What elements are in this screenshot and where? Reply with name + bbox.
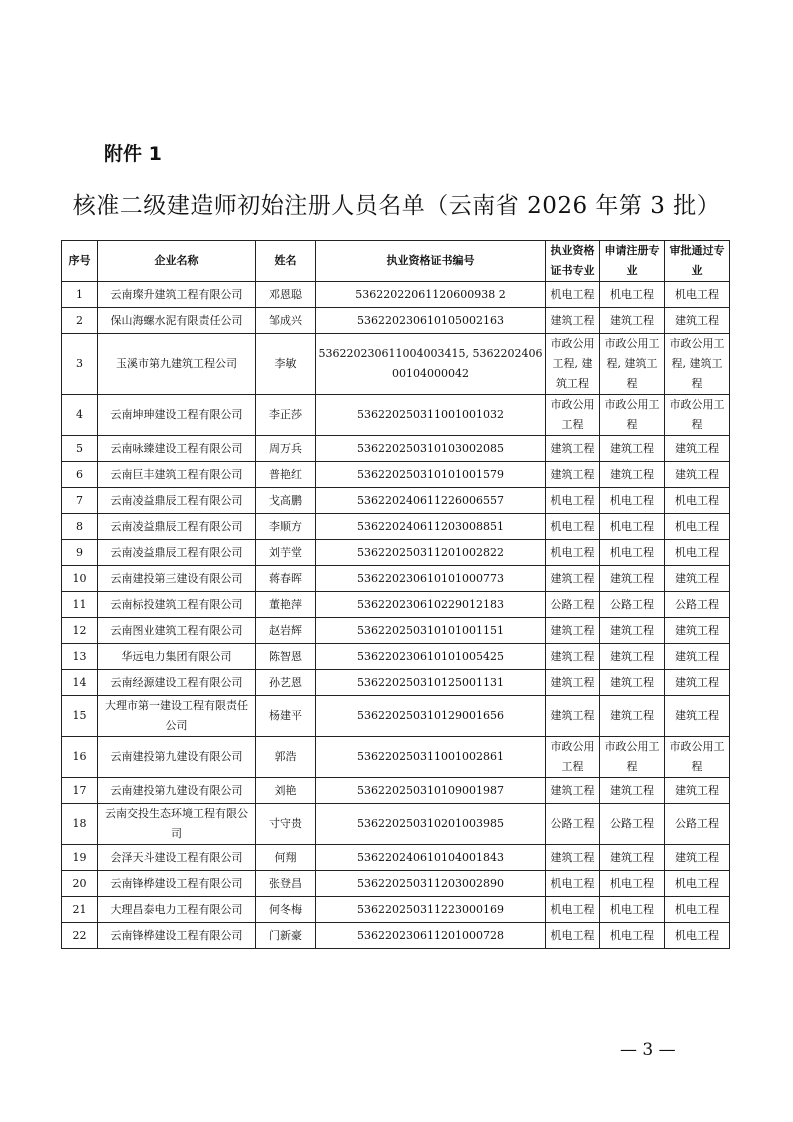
- cell-company: 云南璨升建筑工程有限公司: [98, 282, 256, 308]
- cell-applied-specialty: 机电工程: [600, 514, 665, 540]
- cell-name: 刘芋堂: [256, 540, 316, 566]
- registration-table: [61, 240, 730, 949]
- table-row: [62, 871, 730, 897]
- cell-applied-specialty: 市政公用工程, 建筑工程: [600, 334, 665, 395]
- cell-certificate-specialty: 公路工程: [546, 592, 600, 618]
- cell-certificate-number: 536220230610101005425: [316, 644, 546, 670]
- table-row: [62, 462, 730, 488]
- cell-applied-specialty: 机电工程: [600, 282, 665, 308]
- table-row: [62, 566, 730, 592]
- cell-company: 云南建投第九建设有限公司: [98, 737, 256, 778]
- cell-name: 寸守贵: [256, 804, 316, 845]
- cell-applied-specialty: 建筑工程: [600, 644, 665, 670]
- cell-applied-specialty: 机电工程: [600, 488, 665, 514]
- cell-applied-specialty: 建筑工程: [600, 670, 665, 696]
- cell-name: 李正莎: [256, 395, 316, 436]
- table-row: [62, 592, 730, 618]
- cell-applied-specialty: 公路工程: [600, 592, 665, 618]
- cell-certificate-specialty: 建筑工程: [546, 670, 600, 696]
- cell-name: 邹成兴: [256, 308, 316, 334]
- cell-certificate-specialty: 公路工程: [546, 804, 600, 845]
- cell-approved-specialty: 公路工程: [665, 592, 730, 618]
- cell-company: 保山海螺水泥有限责任公司: [98, 308, 256, 334]
- cell-company: 云南巨丰建筑工程有限公司: [98, 462, 256, 488]
- table-row: [62, 395, 730, 436]
- cell-approved-specialty: 建筑工程: [665, 618, 730, 644]
- cell-applied-specialty: 建筑工程: [600, 618, 665, 644]
- table-row: [62, 778, 730, 804]
- cell-approved-specialty: 建筑工程: [665, 644, 730, 670]
- cell-index: 16: [62, 737, 98, 778]
- cell-company: 云南咏臻建设工程有限公司: [98, 436, 256, 462]
- attachment-label: 附件 1: [104, 143, 162, 165]
- cell-approved-specialty: 机电工程: [665, 897, 730, 923]
- cell-index: 2: [62, 308, 98, 334]
- cell-company: 云南经源建设工程有限公司: [98, 670, 256, 696]
- table-row: [62, 670, 730, 696]
- cell-certificate-specialty: 建筑工程: [546, 566, 600, 592]
- cell-index: 15: [62, 696, 98, 737]
- cell-certificate-number: 536220250310103002085: [316, 436, 546, 462]
- table-row: [62, 488, 730, 514]
- cell-applied-specialty: 建筑工程: [600, 566, 665, 592]
- cell-applied-specialty: 建筑工程: [600, 462, 665, 488]
- header-certificate-specialty: 执业资格证书专业: [546, 241, 600, 282]
- cell-certificate-number: 536220250310125001131: [316, 670, 546, 696]
- cell-certificate-number: 536220250311203002890: [316, 871, 546, 897]
- cell-index: 19: [62, 845, 98, 871]
- cell-applied-specialty: 机电工程: [600, 871, 665, 897]
- cell-index: 10: [62, 566, 98, 592]
- cell-certificate-specialty: 市政公用工程, 建筑工程: [546, 334, 600, 395]
- cell-company: 云南建投第三建设有限公司: [98, 566, 256, 592]
- cell-certificate-specialty: 机电工程: [546, 923, 600, 949]
- cell-certificate-number: 536220250310129001656: [316, 696, 546, 737]
- cell-name: 蒋春晖: [256, 566, 316, 592]
- cell-company: 云南凌益鼎辰工程有限公司: [98, 514, 256, 540]
- cell-name: 赵岩辉: [256, 618, 316, 644]
- cell-certificate-number: 536220250311201002822: [316, 540, 546, 566]
- header-approved-specialty: 审批通过专业: [665, 241, 730, 282]
- header-name: 姓名: [256, 241, 316, 282]
- table-row: [62, 845, 730, 871]
- table-row: [62, 436, 730, 462]
- cell-name: 何冬梅: [256, 897, 316, 923]
- cell-certificate-number: 536220250311001001032: [316, 395, 546, 436]
- cell-company: 云南凌益鼎辰工程有限公司: [98, 488, 256, 514]
- cell-certificate-specialty: 机电工程: [546, 488, 600, 514]
- cell-index: 11: [62, 592, 98, 618]
- cell-certificate-number: 536220250311223000169: [316, 897, 546, 923]
- cell-approved-specialty: 建筑工程: [665, 845, 730, 871]
- cell-approved-specialty: 机电工程: [665, 540, 730, 566]
- cell-applied-specialty: 建筑工程: [600, 778, 665, 804]
- cell-index: 22: [62, 923, 98, 949]
- cell-certificate-number: 536220250310201003985: [316, 804, 546, 845]
- cell-company: 云南图业建筑工程有限公司: [98, 618, 256, 644]
- cell-approved-specialty: 建筑工程: [665, 566, 730, 592]
- table-row: [62, 540, 730, 566]
- cell-certificate-specialty: 机电工程: [546, 514, 600, 540]
- cell-name: 杨建平: [256, 696, 316, 737]
- cell-certificate-number: 53622022061120600938 2: [316, 282, 546, 308]
- cell-certificate-number: 536220230611201000728: [316, 923, 546, 949]
- cell-certificate-specialty: 机电工程: [546, 897, 600, 923]
- table-row: [62, 308, 730, 334]
- cell-certificate-specialty: 机电工程: [546, 282, 600, 308]
- cell-certificate-number: 536220230610229012183: [316, 592, 546, 618]
- cell-certificate-number: 536220250310101001151: [316, 618, 546, 644]
- cell-approved-specialty: 建筑工程: [665, 462, 730, 488]
- cell-index: 18: [62, 804, 98, 845]
- cell-index: 3: [62, 334, 98, 395]
- cell-certificate-specialty: 机电工程: [546, 871, 600, 897]
- cell-name: 孙艺恩: [256, 670, 316, 696]
- cell-index: 20: [62, 871, 98, 897]
- table-row: [62, 737, 730, 778]
- cell-company: 云南建投第九建设有限公司: [98, 778, 256, 804]
- table-row: [62, 923, 730, 949]
- cell-certificate-specialty: 建筑工程: [546, 778, 600, 804]
- cell-name: 刘艳: [256, 778, 316, 804]
- cell-applied-specialty: 机电工程: [600, 540, 665, 566]
- table-row: [62, 514, 730, 540]
- cell-index: 9: [62, 540, 98, 566]
- cell-name: 陈智恩: [256, 644, 316, 670]
- cell-certificate-number: 536220250311001002861: [316, 737, 546, 778]
- header-index: 序号: [62, 241, 98, 282]
- cell-index: 4: [62, 395, 98, 436]
- cell-applied-specialty: 建筑工程: [600, 696, 665, 737]
- table-row: [62, 897, 730, 923]
- cell-company: 华远电力集团有限公司: [98, 644, 256, 670]
- cell-approved-specialty: 建筑工程: [665, 696, 730, 737]
- cell-applied-specialty: 机电工程: [600, 923, 665, 949]
- cell-certificate-specialty: 机电工程: [546, 540, 600, 566]
- cell-company: 大理市第一建设工程有限责任公司: [98, 696, 256, 737]
- cell-approved-specialty: 机电工程: [665, 871, 730, 897]
- cell-certificate-specialty: 建筑工程: [546, 308, 600, 334]
- table-row: [62, 282, 730, 308]
- cell-certificate-specialty: 市政公用工程: [546, 395, 600, 436]
- cell-approved-specialty: 建筑工程: [665, 778, 730, 804]
- cell-index: 17: [62, 778, 98, 804]
- cell-name: 门新豪: [256, 923, 316, 949]
- cell-certificate-specialty: 建筑工程: [546, 618, 600, 644]
- cell-index: 21: [62, 897, 98, 923]
- cell-index: 14: [62, 670, 98, 696]
- table-row: [62, 644, 730, 670]
- cell-applied-specialty: 建筑工程: [600, 308, 665, 334]
- cell-name: 何翔: [256, 845, 316, 871]
- cell-name: 普艳红: [256, 462, 316, 488]
- table-row: [62, 696, 730, 737]
- cell-company: 云南锋桦建设工程有限公司: [98, 871, 256, 897]
- cell-name: 郭浩: [256, 737, 316, 778]
- cell-index: 1: [62, 282, 98, 308]
- cell-name: 邓恩聪: [256, 282, 316, 308]
- table-row: [62, 334, 730, 395]
- cell-approved-specialty: 市政公用工程, 建筑工程: [665, 334, 730, 395]
- cell-company: 大理昌泰电力工程有限公司: [98, 897, 256, 923]
- cell-approved-specialty: 市政公用工程: [665, 737, 730, 778]
- cell-name: 周万兵: [256, 436, 316, 462]
- cell-applied-specialty: 公路工程: [600, 804, 665, 845]
- cell-name: 戈高鹏: [256, 488, 316, 514]
- cell-approved-specialty: 市政公用工程: [665, 395, 730, 436]
- cell-approved-specialty: 建筑工程: [665, 308, 730, 334]
- table-row: [62, 804, 730, 845]
- cell-certificate-number: 536220250310109001987: [316, 778, 546, 804]
- cell-certificate-number: 536220240611226006557: [316, 488, 546, 514]
- cell-certificate-number: 536220230611004003415, 536220240600104000042: [316, 334, 546, 395]
- cell-name: 李顺方: [256, 514, 316, 540]
- cell-company: 会泽天斗建设工程有限公司: [98, 845, 256, 871]
- cell-certificate-specialty: 建筑工程: [546, 436, 600, 462]
- header-certificate-number: 执业资格证书编号: [316, 241, 546, 282]
- cell-certificate-number: 536220230610105002163: [316, 308, 546, 334]
- cell-approved-specialty: 机电工程: [665, 282, 730, 308]
- cell-index: 5: [62, 436, 98, 462]
- cell-company: 玉溪市第九建筑工程公司: [98, 334, 256, 395]
- cell-certificate-specialty: 市政公用工程: [546, 737, 600, 778]
- cell-applied-specialty: 市政公用工程: [600, 395, 665, 436]
- cell-index: 7: [62, 488, 98, 514]
- cell-company: 云南交投生态环境工程有限公司: [98, 804, 256, 845]
- cell-index: 13: [62, 644, 98, 670]
- header-applied-specialty: 申请注册专业: [600, 241, 665, 282]
- cell-company: 云南锋桦建设工程有限公司: [98, 923, 256, 949]
- cell-company: 云南坤珅建设工程有限公司: [98, 395, 256, 436]
- cell-approved-specialty: 建筑工程: [665, 436, 730, 462]
- cell-certificate-number: 536220240611203008851: [316, 514, 546, 540]
- cell-approved-specialty: 机电工程: [665, 514, 730, 540]
- table-row: [62, 618, 730, 644]
- cell-approved-specialty: 公路工程: [665, 804, 730, 845]
- cell-index: 12: [62, 618, 98, 644]
- cell-name: 董艳萍: [256, 592, 316, 618]
- cell-approved-specialty: 机电工程: [665, 923, 730, 949]
- cell-certificate-number: 536220230610101000773: [316, 566, 546, 592]
- cell-certificate-specialty: 建筑工程: [546, 696, 600, 737]
- cell-certificate-number: 536220240610104001843: [316, 845, 546, 871]
- cell-certificate-specialty: 建筑工程: [546, 845, 600, 871]
- cell-name: 张登昌: [256, 871, 316, 897]
- table-header-row: [62, 241, 730, 282]
- header-company: 企业名称: [98, 241, 256, 282]
- cell-index: 6: [62, 462, 98, 488]
- document-title: 核准二级建造师初始注册人员名单（云南省 2026 年第 3 批）: [72, 193, 721, 219]
- cell-index: 8: [62, 514, 98, 540]
- cell-applied-specialty: 建筑工程: [600, 436, 665, 462]
- cell-approved-specialty: 建筑工程: [665, 670, 730, 696]
- cell-applied-specialty: 机电工程: [600, 897, 665, 923]
- cell-certificate-specialty: 建筑工程: [546, 644, 600, 670]
- cell-company: 云南凌益鼎辰工程有限公司: [98, 540, 256, 566]
- cell-name: 李敏: [256, 334, 316, 395]
- cell-company: 云南标投建筑工程有限公司: [98, 592, 256, 618]
- cell-approved-specialty: 机电工程: [665, 488, 730, 514]
- cell-certificate-number: 536220250310101001579: [316, 462, 546, 488]
- page-number: — 3 —: [620, 1040, 676, 1060]
- cell-applied-specialty: 市政公用工程: [600, 737, 665, 778]
- cell-applied-specialty: 建筑工程: [600, 845, 665, 871]
- cell-certificate-specialty: 建筑工程: [546, 462, 600, 488]
